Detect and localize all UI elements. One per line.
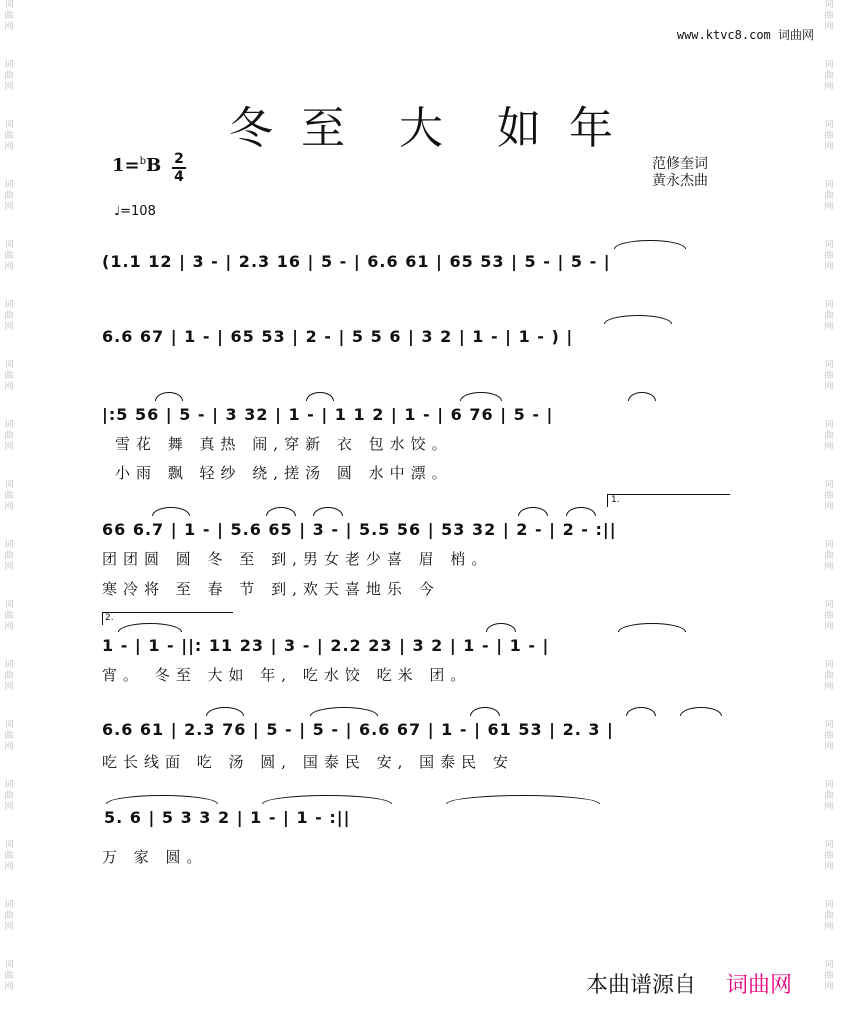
watermark-block <box>2 840 16 900</box>
watermark-char: 网 <box>4 802 14 812</box>
watermark-char: 词 <box>4 480 14 490</box>
watermark-char: 网 <box>824 442 834 452</box>
watermark-char: 曲 <box>824 491 834 501</box>
slur <box>152 507 190 516</box>
watermark-block <box>822 420 836 480</box>
watermark-char: 网 <box>824 202 834 212</box>
watermark-char: 曲 <box>824 791 834 801</box>
watermark-block <box>2 240 16 300</box>
volta-bracket <box>102 612 233 625</box>
watermark-char: 词 <box>4 540 14 550</box>
watermark-char: 网 <box>4 502 14 512</box>
score-row-7-lyric-1: 万 家 圆。 <box>102 848 208 866</box>
watermark-block <box>822 600 836 660</box>
score-row-1-notes: (1.1 12 | 3 - | 2.3 16 | 5 - | 6.6 61 | 65 53 | 5 - | 5 - | <box>102 252 611 271</box>
watermark-char: 词 <box>824 600 834 610</box>
watermark-char: 词 <box>824 900 834 910</box>
composer: 黄永杰曲 <box>652 173 708 189</box>
slur <box>460 392 502 401</box>
watermark-char: 网 <box>824 562 834 572</box>
watermark-char: 词 <box>4 360 14 370</box>
watermark-char: 词 <box>824 420 834 430</box>
title-char: 大 <box>399 103 443 154</box>
watermark-char: 词 <box>824 780 834 790</box>
slur <box>106 795 218 804</box>
watermark-char: 词 <box>4 960 14 970</box>
watermark-block <box>822 780 836 840</box>
score-row-2-notes: 6.6 67 | 1 - | 65 53 | 2 - | 5 5 6 | 3 2 | 1 - | 1 - ) | <box>102 327 574 346</box>
slur <box>470 707 500 716</box>
source-brand-link[interactable]: 词曲网 <box>726 973 793 998</box>
watermark-char: 词 <box>4 720 14 730</box>
site-url[interactable]: www.ktvc8.com 词曲网 <box>676 28 814 42</box>
watermark-char: 网 <box>4 382 14 392</box>
watermark-char: 网 <box>4 622 14 632</box>
watermark-char: 网 <box>824 322 834 332</box>
watermark-char: 曲 <box>824 731 834 741</box>
slur <box>614 240 686 249</box>
watermark-char: 曲 <box>4 371 14 381</box>
watermark-char: 词 <box>4 420 14 430</box>
watermark-char: 词 <box>4 60 14 70</box>
slur <box>518 507 548 516</box>
tempo-marking: ♩=108 <box>114 204 156 219</box>
watermark-char: 网 <box>4 322 14 332</box>
watermark-block <box>2 600 16 660</box>
watermark-block <box>822 900 836 960</box>
score-row-5-lyric-1: 宵。 冬至 大如 年, 吃水饺 吃米 团。 <box>102 666 472 684</box>
watermark-block <box>2 300 16 360</box>
watermark-char: 网 <box>824 742 834 752</box>
watermark-block <box>822 0 836 60</box>
watermark-char: 网 <box>4 742 14 752</box>
watermark-block <box>822 720 836 780</box>
watermark-char: 曲 <box>824 131 834 141</box>
watermark-char: 网 <box>4 922 14 932</box>
title-char: 年 <box>569 103 613 154</box>
watermark-char: 曲 <box>824 431 834 441</box>
watermark-char: 网 <box>824 622 834 632</box>
watermark-block <box>2 900 16 960</box>
slur <box>206 707 244 716</box>
watermark-char: 词 <box>4 780 14 790</box>
watermark-char: 曲 <box>4 671 14 681</box>
watermark-char: 词 <box>824 0 834 10</box>
watermark-block <box>822 540 836 600</box>
watermark-char: 词 <box>4 600 14 610</box>
watermark-char: 网 <box>4 142 14 152</box>
watermark-char: 曲 <box>824 311 834 321</box>
slur <box>680 707 722 716</box>
watermark-char: 网 <box>4 262 14 272</box>
watermark-char: 网 <box>824 922 834 932</box>
watermark-block <box>822 660 836 720</box>
watermark-block <box>822 240 836 300</box>
watermark-char: 词 <box>824 660 834 670</box>
score-row-3-lyric-1: 雪花 舞 真热 闹,穿新 衣 包水饺。 <box>115 435 453 453</box>
watermark-char: 网 <box>4 442 14 452</box>
slur <box>446 795 600 804</box>
watermark-char: 网 <box>4 862 14 872</box>
watermark-char: 网 <box>824 862 834 872</box>
score-row-3-lyric-2: 小雨 飘 轻纱 绕,搓汤 圆 水中漂。 <box>115 464 453 482</box>
volta-number: 1. <box>611 495 620 505</box>
watermark-char: 词 <box>824 480 834 490</box>
watermark-char: 曲 <box>4 791 14 801</box>
watermark-char: 曲 <box>4 131 14 141</box>
score-row-6-lyric-1: 吃长线面 吃 汤 圆, 国泰民 安, 国泰民 安 <box>102 753 514 771</box>
watermark-block <box>2 420 16 480</box>
score-row-4-lyric-2: 寒冷将 至 春 节 到,欢天喜地乐 今 <box>102 580 440 598</box>
watermark-block <box>2 720 16 780</box>
source-label: 本曲谱源自 <box>586 973 697 998</box>
watermark-char: 曲 <box>824 251 834 261</box>
watermark-char: 词 <box>824 120 834 130</box>
watermark-char: 词 <box>4 900 14 910</box>
watermark-char: 网 <box>824 382 834 392</box>
watermark-char: 词 <box>824 720 834 730</box>
watermark-char: 词 <box>824 960 834 970</box>
watermark-block <box>2 0 16 60</box>
watermark-char: 曲 <box>4 11 14 21</box>
watermark-char: 网 <box>824 502 834 512</box>
slur <box>604 315 672 324</box>
watermark-char: 网 <box>4 562 14 572</box>
watermark-char: 词 <box>4 180 14 190</box>
watermark-char: 词 <box>824 60 834 70</box>
watermark-block <box>822 180 836 240</box>
watermark-char: 网 <box>4 682 14 692</box>
watermark-char: 曲 <box>4 731 14 741</box>
watermark-block <box>2 660 16 720</box>
watermark-block <box>822 360 836 420</box>
watermark-char: 词 <box>4 0 14 10</box>
watermark-char: 曲 <box>4 851 14 861</box>
watermark-char: 曲 <box>4 971 14 981</box>
watermark-block <box>2 360 16 420</box>
watermark-char: 网 <box>4 202 14 212</box>
slur <box>566 507 596 516</box>
watermark-char: 曲 <box>824 911 834 921</box>
watermark-block <box>822 480 836 540</box>
song-title <box>0 92 842 156</box>
watermark-char: 网 <box>824 982 834 992</box>
watermark-char: 曲 <box>824 11 834 21</box>
watermark-char: 曲 <box>4 251 14 261</box>
watermark-char: 网 <box>824 142 834 152</box>
title-char: 至 <box>301 103 345 154</box>
score-row-5-notes: 1 - | 1 - ||: 11 23 | 3 - | 2.2 23 | 3 2 | 1 - | 1 - | <box>102 636 550 655</box>
watermark-char: 网 <box>824 682 834 692</box>
watermark-char: 网 <box>824 22 834 32</box>
watermark-char: 曲 <box>4 191 14 201</box>
watermark-char: 词 <box>824 540 834 550</box>
watermark-char: 曲 <box>824 71 834 81</box>
watermark-char: 词 <box>824 840 834 850</box>
watermark-char: 词 <box>4 120 14 130</box>
watermark-block <box>2 540 16 600</box>
watermark-char: 词 <box>4 300 14 310</box>
watermark-block <box>822 960 836 1020</box>
slur <box>262 795 392 804</box>
watermark-block <box>2 780 16 840</box>
volta-number: 2. <box>105 613 114 623</box>
watermark-char: 网 <box>824 82 834 92</box>
watermark-char: 网 <box>824 262 834 272</box>
watermark-char: 曲 <box>824 611 834 621</box>
slur <box>310 707 378 716</box>
watermark-block <box>2 180 16 240</box>
watermark-char: 曲 <box>824 971 834 981</box>
watermark-char: 曲 <box>824 851 834 861</box>
watermark-char: 曲 <box>4 911 14 921</box>
slur <box>155 392 183 401</box>
volta-bracket <box>607 494 730 507</box>
credits <box>652 156 708 190</box>
watermark-block <box>2 480 16 540</box>
watermark-block <box>822 840 836 900</box>
title-char: 如 <box>497 103 541 154</box>
slur <box>626 707 656 716</box>
watermark-char: 曲 <box>4 71 14 81</box>
slur <box>486 623 516 632</box>
slur <box>618 623 686 632</box>
lyricist: 范修奎词 <box>652 156 708 172</box>
score-row-7-notes: 5. 6 | 5 3 3 2 | 1 - | 1 - :|| <box>104 808 351 827</box>
watermark-char: 词 <box>4 660 14 670</box>
watermark-char: 曲 <box>824 371 834 381</box>
watermark-char: 词 <box>4 840 14 850</box>
slur <box>266 507 296 516</box>
watermark-char: 曲 <box>4 551 14 561</box>
watermark-char: 网 <box>4 22 14 32</box>
watermark-char: 词 <box>824 180 834 190</box>
title-char: 冬 <box>229 103 273 154</box>
time-signature: 2 4 <box>172 152 186 184</box>
watermark-char: 曲 <box>4 611 14 621</box>
watermark-char: 曲 <box>824 191 834 201</box>
key-signature: 1=$^b$B <box>112 155 162 176</box>
watermark-block <box>822 300 836 360</box>
watermark-char: 曲 <box>824 671 834 681</box>
watermark-char: 词 <box>824 360 834 370</box>
watermark-char: 网 <box>4 82 14 92</box>
score-row-4-lyric-1: 团团圆 圆 冬 至 到,男女老少喜 眉 梢。 <box>102 550 493 568</box>
slur <box>313 507 343 516</box>
slur <box>306 392 334 401</box>
score-row-4-notes: 66 6.7 | 1 - | 5.6 65 | 3 - | 5.5 56 | 53 32 | 2 - | 2 - :|| <box>102 520 617 539</box>
watermark-char: 词 <box>4 240 14 250</box>
slur <box>628 392 656 401</box>
watermark-char: 曲 <box>4 431 14 441</box>
watermark-char: 曲 <box>4 491 14 501</box>
score-row-3-notes: |:5 56 | 5 - | 3 32 | 1 - | 1 1 2 | 1 - | 6 76 | 5 - | <box>102 405 554 424</box>
watermark-char: 网 <box>4 982 14 992</box>
watermark-block <box>2 960 16 1020</box>
watermark-char: 词 <box>824 240 834 250</box>
score-row-6-notes: 6.6 61 | 2.3 76 | 5 - | 5 - | 6.6 67 | 1 - | 61 53 | 2. 3 | <box>102 720 614 739</box>
watermark-char: 词 <box>824 300 834 310</box>
watermark-char: 曲 <box>4 311 14 321</box>
watermark-char: 网 <box>824 802 834 812</box>
watermark-char: 曲 <box>824 551 834 561</box>
